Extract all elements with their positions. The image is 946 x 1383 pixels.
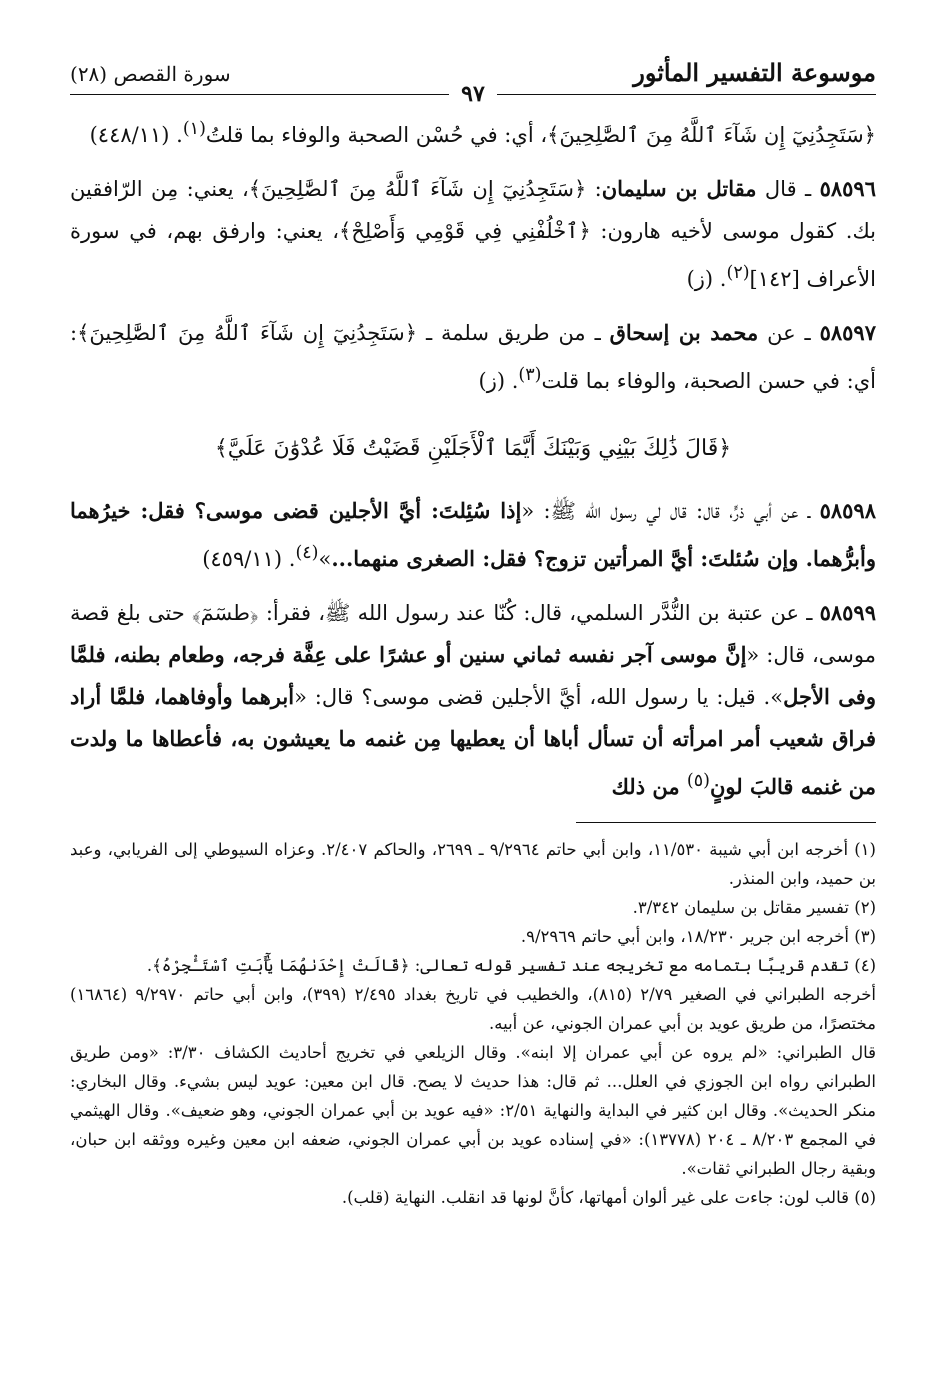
- paragraph-gap: [70, 580, 876, 592]
- footnote: (١) أخرجه ابن أبي شيبة ١١/٥٣٠، وابن أبي حاتم ٩/٢٩٦٤ ـ ٢٦٩٩، والحاكم ٢/٤٠٧. وعزاه السيوطي إلى الفريابي، وعبد بن حميد، وابن المنذر.: [70, 840, 876, 888]
- text-run: ». قيل: يا رسول الله، أيَّ الأجلين قضى موسى؟ قال: «: [294, 685, 784, 709]
- surah-title: سورة القصص (٢٨): [70, 62, 231, 86]
- text-run: ، يعني: مِن الرّافقين بك. كقول موسى لأخيه هارون:: [70, 177, 876, 243]
- paragraph-group-2: [70, 490, 876, 808]
- quran-quote: ﴿سَتَجِدُنِيٓ إِن شَآءَ ٱللَّهُ مِنَ ٱلصَّٰلِحِينَ﴾: [248, 177, 587, 201]
- text-run: من ذلك: [611, 774, 687, 799]
- footnote: (٢) تفسير مقاتل بن سليمان ٣/٣٤٢.: [632, 898, 876, 917]
- text-run: ـ عن: [758, 321, 820, 345]
- paragraph: [70, 108, 876, 156]
- ayah-heading: ﴿قَالَ ذَٰلِكَ بَيْنِي وَبَيْنَكَ أَيَّمَا ٱلْأَجَلَيْنِ قَضَيْتُ فَلَا عُدْوَٰنَ عَلَيَّ﴾: [214, 436, 732, 461]
- text-run: . (٤٤٨/١١): [89, 123, 183, 147]
- athar-number: ٥٨٥٩٨: [819, 498, 876, 523]
- text-run: . (ز): [478, 369, 519, 393]
- quran-quote: ﴿ٱخْلُفْنِي فِي قَوْمِي وَأَصْلِحْ﴾: [339, 219, 591, 243]
- text-run: إنَّ موسى آجر نفسه ثماني سنين أو عشرًا على عِفَّة فرجه، وطعام بطنه، فلمَّا وفى الأجل: [70, 642, 876, 709]
- text-run: إذا سُئِلتَ: أيَّ الأجلين قضى موسى؟ فقل: خيرُهما وأبرُّهما. وإن سُئلتَ: أيَّ المرأتين تزوج؟ فقل: الصغرى منهما...: [70, 498, 876, 571]
- main-text: [70, 108, 876, 808]
- text-run: ـ عن أبي ذرٍّ، قال: قال لي رسول الله ﷺ: «: [521, 499, 820, 523]
- text-run: ، يعني: وارفق بهم، في سورة الأعراف [١٤٢]: [70, 219, 876, 291]
- text-run: : أي: في حسن الصحبة، والوفاء بما قلت: [70, 321, 876, 393]
- athar-number: ٥٨٥٩٧: [819, 320, 876, 345]
- quran-quote: ﴿طسٓمٓ﴾: [191, 601, 259, 625]
- quran-quote: ﴿سَتَجِدُنِيٓ إِن شَآءَ ٱللَّهُ مِنَ ٱلصَّٰلِحِينَ﴾: [77, 321, 418, 345]
- footnote: (٤) تقدم قريبًا بتمامه مع تخريجه عند تفسير قوله تعالى: ﴿قَالَتْ إِحْدَىٰهُمَا يَٰٓأَبَتِ ٱسْتَـْٔجِرْهُ﴾.: [146, 956, 876, 975]
- text-run: ـ عن عتبة بن النُّدَّر السلمي، قال: كُنّا عند رسول الله ﷺ، فقرأ:: [258, 601, 820, 625]
- paragraph-gap: [70, 300, 876, 312]
- footnote-ref: (٣): [518, 365, 542, 385]
- text-run: حتى بلغ قصة موسى، قال: «: [70, 601, 876, 667]
- footnotes: [70, 835, 876, 1212]
- footnote-ref: (٥): [686, 771, 710, 791]
- text-run: »: [318, 547, 332, 571]
- paragraph-group-1: [70, 108, 876, 402]
- text-run: مقاتل بن سليمان: [601, 176, 757, 201]
- book-page: [70, 58, 876, 1212]
- footnote: قال الطبراني: «لم يروه عن أبي عمران إلا ابنه». وقال الزيلعي في تخريج أحاديث الكشاف ٣/٣٠: «ومن طريق الطبراني رواه ابن الجوزي في العلل... ثم قال: هذا حديث لا يصح. قال ابن معين: عويد ليس بشيء. وقال البخاري: منكر الحديث». وقال ابن كثير في البداية والنهاية ٢/٥١: «فيه عويد بن أبي عمران الجوني، وهو ضعيف». وقال الهيثمي في المجمع ٨/٢٠٣ ـ ٢٠٤ (١٣٧٧٨): «في إسناده عويد بن أبي عمران الجوني، ضعفه ابن معين وغيره ووثقه ابن حبان، وبقية رجال الطبراني ثقات».: [70, 1043, 876, 1178]
- athar-number: ٥٨٥٩٩: [819, 600, 876, 625]
- footnote: أخرجه الطبراني في الصغير ٢/٧٩ (٨١٥)، والخطيب في تاريخ بغداد ٢/٤٩٥ (٣٩٩)، وابن أبي حاتم ٩/٢٩٧٠ (١٦٨٦٤) مختصرًا، من طريق عويد بن أبي عمران الجوني، عن أبيه.: [70, 985, 876, 1033]
- book-title: موسوعة التفسير المأثور: [633, 58, 876, 87]
- paragraph: [70, 592, 876, 808]
- footnote-ref: (١): [182, 119, 206, 139]
- paragraph: [70, 490, 876, 580]
- page-header: [70, 58, 876, 107]
- text-run: ، أي: في حُسْن الصحبة والوفاء بما قلتُ: [205, 123, 548, 147]
- page-number: ٩٧: [449, 81, 497, 107]
- footnote-ref: (٤): [295, 543, 319, 563]
- text-run: . (ز): [686, 267, 727, 291]
- text-run: ـ قال: [756, 177, 820, 201]
- footnote: (٣) أخرجه ابن جرير ١٨/٢٣٠، وابن أبي حاتم ٩/٢٩٦٩.: [520, 927, 876, 946]
- text-run: :: [586, 177, 602, 201]
- paragraph: [70, 168, 876, 300]
- footnote: (٥) قالب لون: جاءت على غير ألوان أمهاتها، كأنَّ لونها قد انقلب. النهاية (قلب).: [341, 1188, 876, 1207]
- footnote-ref: (٢): [726, 263, 750, 283]
- footnote-rule: [576, 822, 876, 823]
- text-run: محمد بن إسحاق: [609, 320, 759, 345]
- paragraph: [70, 312, 876, 402]
- text-run: . (٤٥٩/١١): [202, 547, 296, 571]
- text-run: أبرهما وأوفاهما، فلمَّا أراد فراق شعيب أمر امرأته أن تسأل أباها أن يعطيها مِن غنمه ما يعيشون به، فأعطاها ما ولدت من غنمه قالبَ لونٍ: [70, 684, 876, 799]
- quran-quote: ﴿سَتَجِدُنِيٓ إِن شَآءَ ٱللَّهُ مِنَ ٱلصَّٰلِحِينَ﴾: [547, 123, 876, 147]
- paragraph-gap: [70, 156, 876, 168]
- athar-number: ٥٨٥٩٦: [819, 176, 876, 201]
- text-run: ـ من طريق سلمة ـ: [417, 321, 610, 345]
